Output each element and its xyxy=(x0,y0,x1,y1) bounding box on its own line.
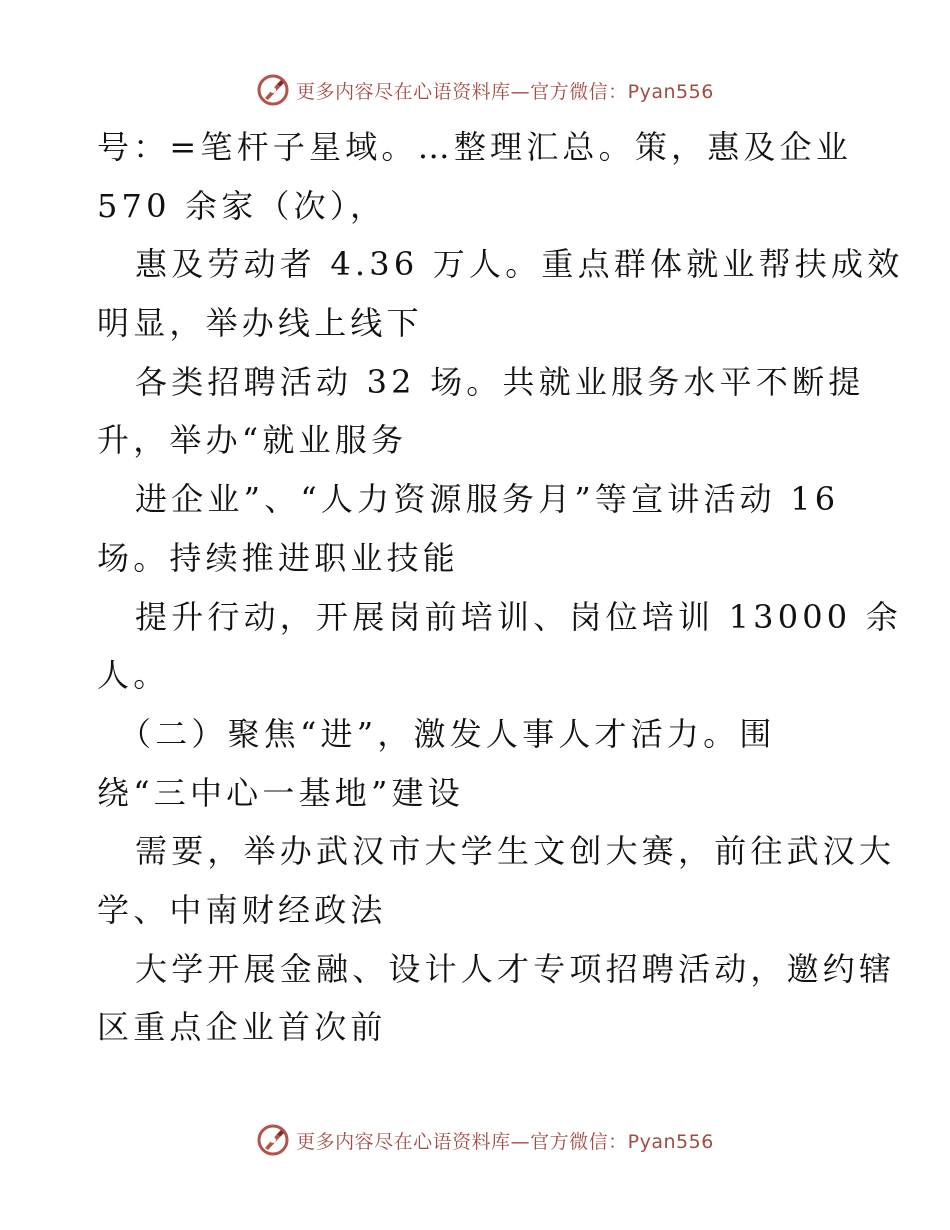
text-line: 场。持续推进职业技能 xyxy=(97,538,460,577)
text-line: 升，举办“就业服务 xyxy=(97,421,408,460)
text-line: 区重点企业首次前 xyxy=(97,1008,387,1047)
header-watermark xyxy=(0,70,950,110)
pen-logo-icon xyxy=(256,73,290,107)
text-line: 进企业”、“人力资源服务月”等宣讲活动 16 xyxy=(135,480,840,519)
text-line: 各类招聘活动 32 场。共就业服务水平不断提 xyxy=(135,362,865,401)
footer-watermark xyxy=(0,1120,950,1160)
text-line: 大学开展金融、设计人才专项招聘活动，邀约辖 xyxy=(135,949,896,988)
watermark-text: 更多内容尽在心语资料库—官方微信：Pyan556 xyxy=(296,80,714,103)
text-line: 号：=笔杆子星域。…整理汇总。策，惠及企业 xyxy=(97,128,853,166)
text-line: 570 余家（次）， xyxy=(97,186,387,225)
text-line: 惠及劳动者 4.36 万人。重点群体就业帮扶成效 xyxy=(135,245,904,284)
pen-logo-icon xyxy=(256,1123,290,1157)
text-line: 人。 xyxy=(97,656,170,695)
text-line: 绕“三中心一基地”建设 xyxy=(97,773,464,812)
text-line: 明显，举办线上线下 xyxy=(97,304,423,343)
text-line: 提升行动，开展岗前培训、岗位培训 13000 余 xyxy=(135,597,902,636)
watermark-text: 更多内容尽在心语资料库—官方微信：Pyan556 xyxy=(296,1130,714,1153)
text-line: 需要，举办武汉市大学生文创大赛，前往武汉大 xyxy=(135,832,896,871)
text-line: 学、中南财经政法 xyxy=(97,890,387,929)
text-line: （二）聚焦“进”，激发人事人才活力。围 xyxy=(119,714,776,753)
document-body xyxy=(97,118,904,1057)
